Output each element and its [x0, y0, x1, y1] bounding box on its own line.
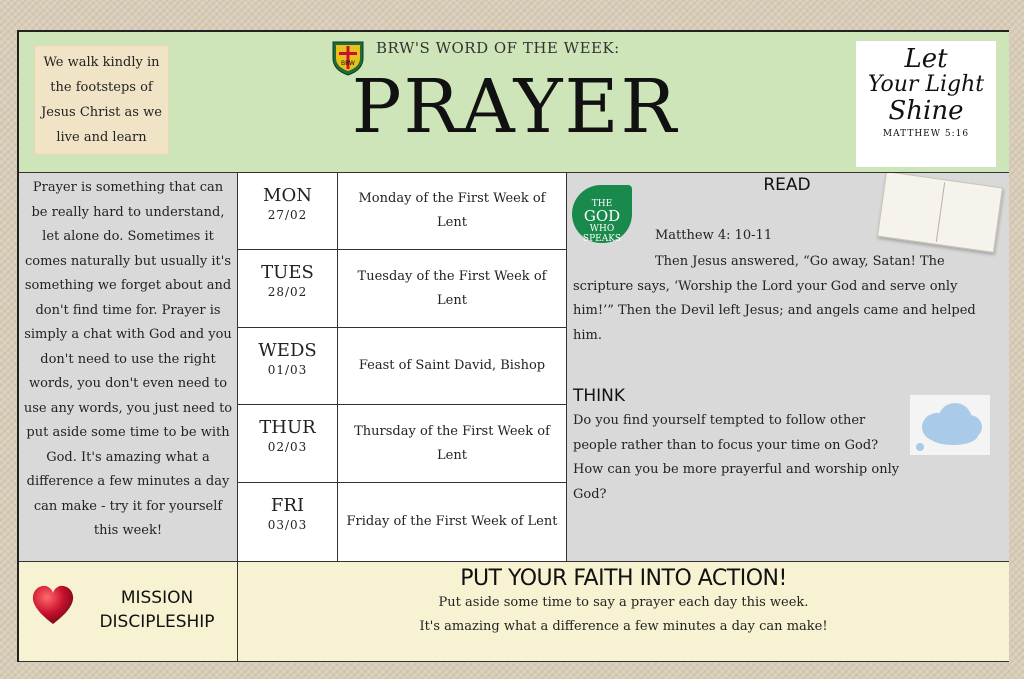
shine-line-2: Your Light [867, 72, 985, 97]
prayer-intro-text: Prayer is something that can be really hard to understand, let alone do. Sometimes it comes naturally but usually it's something we forget about and don't find time for. Prayer is simply a chat with God and you don't need to use the right words, you don't even need to use any words, you just need to put aside some time to be with God. It's amazing what a difference a few minutes a day can make - try it for yourself this week! [19, 173, 238, 562]
badge-word-the: THE [591, 199, 613, 209]
think-question: Do you find yourself tempted to follow other people rather than to focus your time on God? How can you be more prayerful and worship only God? [573, 413, 900, 502]
day-name: WEDS [258, 340, 317, 361]
school-motto: We walk kindly in the footsteps of Jesus Christ as we live and learn [34, 45, 169, 155]
let-your-light-shine-graphic [856, 41, 996, 167]
crest-letters: BRW [341, 60, 355, 67]
shine-line-1: Let [904, 44, 948, 74]
scripture-reference: Matthew 4: 10-11 [655, 228, 773, 243]
shine-reference: MATTHEW 5:16 [882, 129, 970, 139]
feast-cell-tues [338, 250, 567, 328]
feast-cell-thur [338, 405, 567, 483]
word-of-the-week-label: BRW'S WORD OF THE WEEK: [376, 39, 620, 57]
badge-word-god: GOD [583, 207, 621, 225]
day-date: 28/02 [267, 285, 308, 299]
action-line-1: Put aside some time to say a prayer each day this week. [438, 595, 809, 610]
faith-action-box [238, 562, 1009, 662]
word-of-the-week: PRAYER [351, 64, 679, 150]
mission-box [19, 562, 238, 662]
header-banner [19, 32, 1009, 173]
badge-word-speaks: SPEAKS [582, 234, 622, 244]
action-line-2: It's amazing what a difference a few minutes a day can make! [419, 619, 828, 634]
day-cell-weds [238, 328, 338, 405]
feast-cell-weds [338, 328, 567, 405]
think-heading: THINK [573, 386, 626, 406]
open-bible-image [877, 173, 1003, 253]
day-date: 02/03 [267, 440, 308, 454]
thought-cloud-icon [910, 395, 990, 455]
feast-text: Thursday of the First Week of Lent [354, 423, 550, 463]
day-name: MON [263, 185, 312, 206]
action-heading: PUT YOUR FAITH INTO ACTION! [460, 566, 787, 591]
read-think-panel [567, 173, 1009, 562]
mission-label [77, 586, 237, 634]
day-date: 27/02 [267, 208, 308, 222]
feast-cell-fri [338, 483, 567, 562]
feast-cell-mon [338, 173, 567, 250]
read-heading: READ [763, 175, 811, 195]
badge-word-who: WHO [589, 224, 615, 234]
feast-text: Feast of Saint David, Bishop [358, 358, 546, 373]
day-cell-thur [238, 405, 338, 483]
day-name: TUES [261, 262, 314, 283]
day-name: FRI [270, 495, 305, 516]
heart-icon [31, 584, 75, 626]
day-cell-fri [238, 483, 338, 562]
day-cell-tues [238, 250, 338, 328]
feast-text: Tuesday of the First Week of Lent [357, 268, 547, 308]
day-cell-mon [238, 173, 338, 250]
mission-line-2: DISCIPLESHIP [99, 612, 215, 632]
feast-text: Monday of the First Week of Lent [358, 191, 546, 230]
day-date: 01/03 [267, 363, 308, 377]
scripture-passage: Then Jesus answered, “Go away, Satan! The scripture says, ‘Worship the Lord your God and serve only him!’” Then the Devil left Jesus; and angels came and helped him. [573, 254, 976, 343]
mission-line-1: MISSION [120, 588, 194, 608]
feast-text: Friday of the First Week of Lent [346, 514, 558, 529]
god-who-speaks-badge [572, 185, 632, 243]
day-name: THUR [259, 417, 316, 438]
shine-line-3: Shine [888, 96, 964, 126]
day-date: 03/03 [267, 518, 308, 532]
word-of-the-week-board [17, 30, 1009, 662]
